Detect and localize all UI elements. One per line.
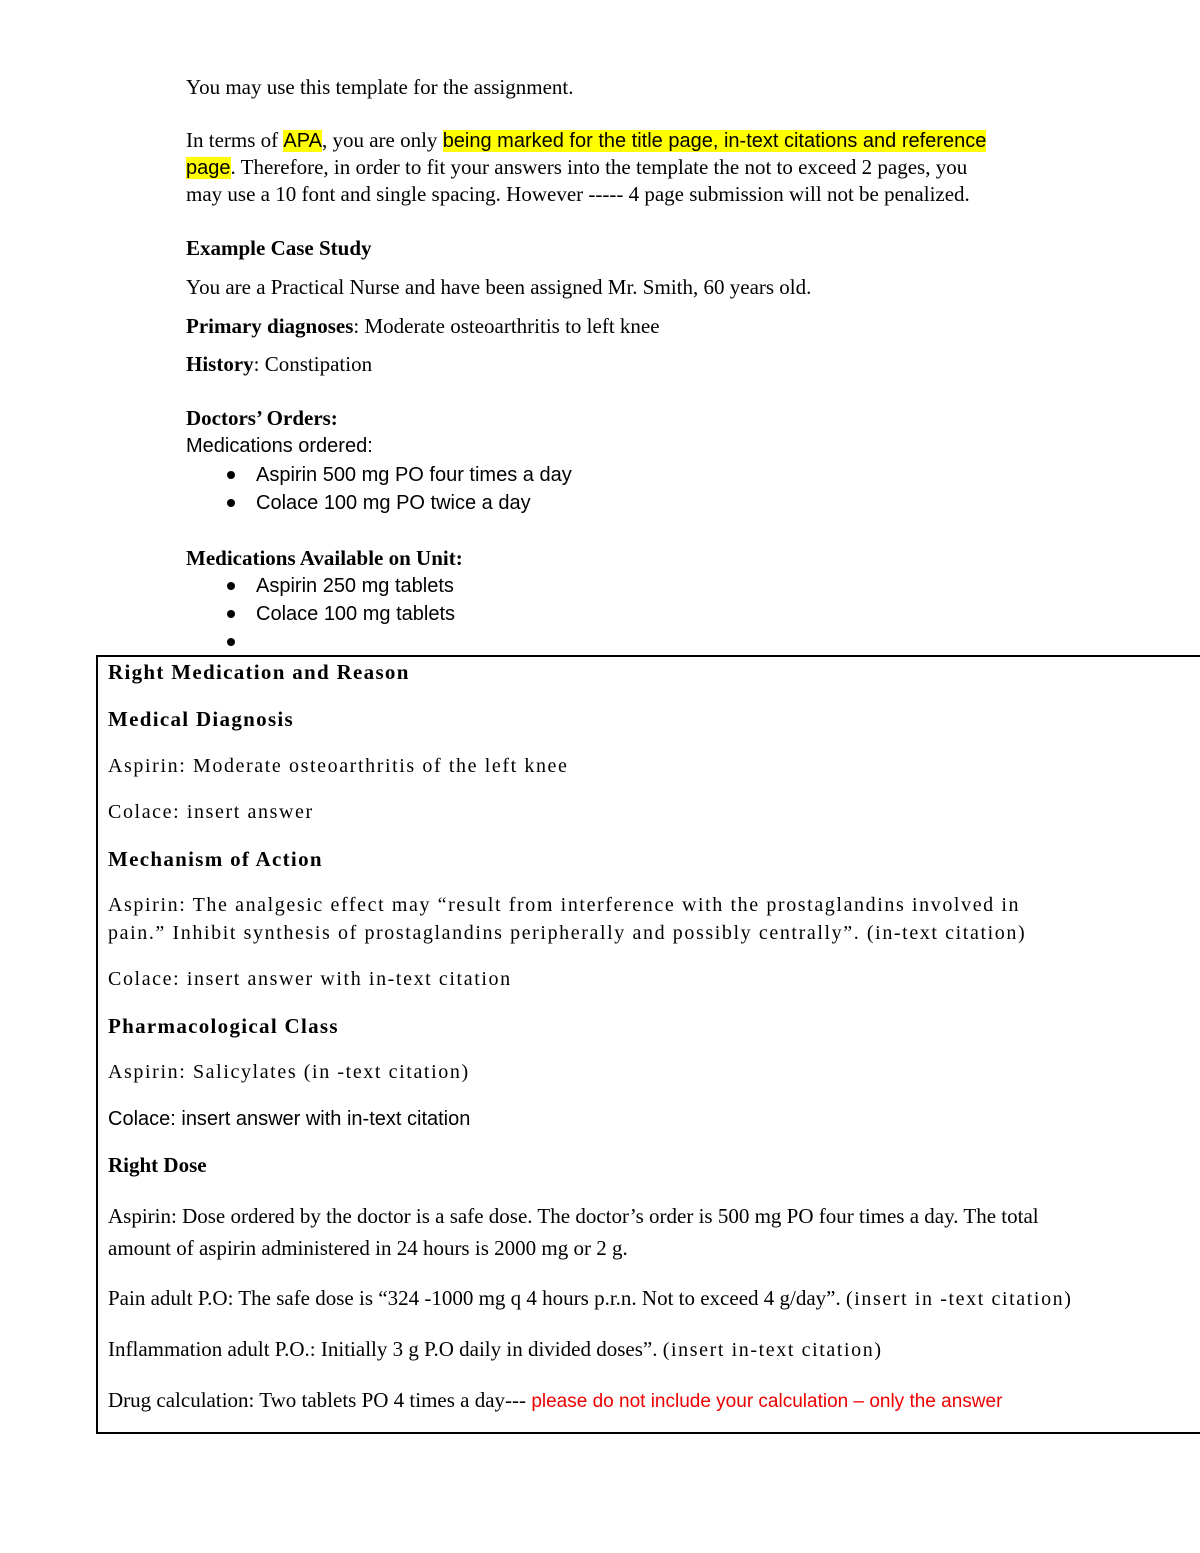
list-item: Aspirin 250 mg tablets (256, 572, 455, 600)
inflammation-dose-text: Inflammation adult P.O.: Initially 3 g P.O daily in divided doses”. (108, 1337, 663, 1361)
history-label: History (186, 352, 254, 376)
drug-calculation (108, 1386, 1002, 1416)
colace-mechanism: Colace: insert answer with in-text citation (108, 968, 512, 990)
bullet-icon (227, 499, 235, 507)
intro-line: You may use this template for the assignment. (186, 75, 574, 99)
bullet-icon (227, 582, 235, 590)
aspirin-class: Aspirin: Salicylates (in -text citation) (108, 1061, 470, 1083)
assigned-text: You are a Practical Nurse and have been assigned Mr. Smith, 60 years old. (186, 275, 812, 299)
bullet-icon (227, 471, 235, 479)
drug-calculation-text: Drug calculation: Two tablets PO 4 times a day--- (108, 1388, 527, 1412)
page-highlight: page (186, 157, 231, 179)
heading-right-dose: Right Dose (108, 1153, 207, 1177)
heading-medical-diagnosis: Medical Diagnosis (108, 707, 295, 731)
history-value: : Constipation (253, 352, 373, 376)
pain-dose-text: Pain adult P.O: The safe dose is “324 -1000 mg q 4 hours p.r.n. Not to exceed 4 g/day”. (108, 1286, 846, 1310)
available-title: Medications Available on Unit: (186, 546, 463, 570)
primary-diagnoses (186, 313, 660, 339)
apa-highlight: APA (283, 130, 322, 152)
colace-class: Colace: insert answer with in-text citation (108, 1108, 471, 1130)
apa-line-2 (186, 154, 967, 181)
calculation-note: please do not include your calculation – only the answer (526, 1391, 1003, 1412)
heading-right-medication: Right Medication and Reason (108, 660, 410, 684)
bullet-icon (227, 610, 235, 618)
history (186, 351, 372, 377)
marking-highlight: being marked for the title page, in-text citations and reference (442, 130, 987, 152)
heading-pharmacological-class: Pharmacological Class (108, 1014, 339, 1038)
list-item (256, 628, 455, 656)
list-item: Aspirin 500 mg PO four times a day (256, 461, 572, 489)
heading-mechanism: Mechanism of Action (108, 847, 323, 871)
apa-mid: , you are only (321, 128, 443, 152)
apa-post: . Therefore, in order to fit your answers into the template the not to exceed 2 pages, you (230, 155, 968, 179)
aspirin-mechanism-line-2: pain.” Inhibit synthesis of prostaglandins peripherally and possibly centrally”. (in-text citation) (108, 922, 1027, 944)
medications-ordered-label: Medications ordered: (186, 435, 373, 457)
primary-value: : Moderate osteoarthritis to left knee (353, 314, 660, 338)
bullet-icon (227, 638, 235, 646)
list-item: Colace 100 mg tablets (256, 600, 455, 628)
case-study-title: Example Case Study (186, 236, 372, 260)
colace-diagnosis: Colace: insert answer (108, 801, 314, 823)
available-list (256, 572, 455, 656)
aspirin-mechanism-line-1: Aspirin: The analgesic effect may “result from interference with the prostaglandins involved in (108, 894, 1021, 916)
aspirin-diagnosis: Aspirin: Moderate osteoarthritis of the left knee (108, 755, 569, 777)
apa-pre: In terms of (186, 128, 284, 152)
list-item: Colace 100 mg PO twice a day (256, 489, 572, 517)
pain-dose (108, 1284, 1073, 1313)
orders-list (256, 461, 572, 517)
apa-line-1 (186, 127, 986, 154)
apa-line-3: may use a 10 font and single spacing. However ----- 4 page submission will not be penalized. (186, 182, 970, 206)
dose-line-2: amount of aspirin administered in 24 hours is 2000 mg or 2 g. (108, 1236, 628, 1260)
inflammation-dose (108, 1335, 883, 1364)
dose-line-1: Aspirin: Dose ordered by the doctor is a safe dose. The doctor’s order is 500 mg PO four times a day. The total (108, 1204, 1039, 1228)
doctors-orders-title: Doctors’ Orders: (186, 406, 338, 430)
pain-citation: (insert in -text citation) (846, 1288, 1073, 1310)
inflammation-citation: (insert in-text citation) (662, 1339, 883, 1361)
primary-label: Primary diagnoses (186, 314, 354, 338)
